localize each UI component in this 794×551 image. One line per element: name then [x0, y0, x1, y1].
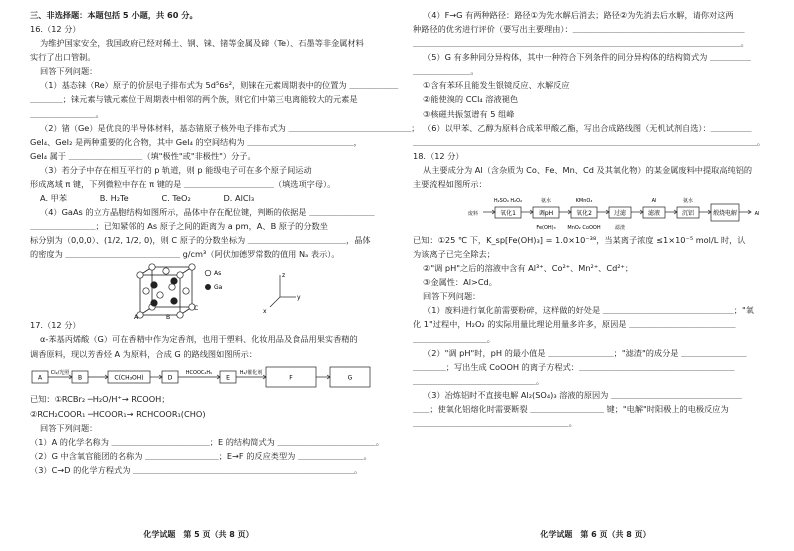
text-line: 的密度为 ＿＿＿＿＿＿＿＿＿＿＿＿＿＿ g/cm³（阿伏加德罗常数的值用 Nₐ 表示）。	[30, 249, 340, 260]
route-step4-reagent: HCOOC₂H₅	[185, 370, 213, 377]
footer-right: 化学试题 第 6 页（共 8 页）	[540, 530, 651, 540]
gaas-cell-svg	[30, 263, 380, 322]
text-line: 回答下列问题：	[423, 291, 481, 302]
text-line: （5）G 有多种同分异构体，其中一种符合下列条件的同分异构体的结构简式为 ＿＿＿＿＿	[423, 52, 751, 63]
text-line: α-苯基丙烯酸（G）可在香精中作为定香剂，也用于塑料、化妆用品及食品用果实香精的	[40, 334, 358, 345]
flow-residue2: MnO₂ CoOOH	[567, 225, 601, 232]
route-f-label: F	[289, 374, 293, 382]
text-line: ＿＿＿＿＿＿＿＿＿＿＿＿＿＿＿＿＿＿＿＿＿＿＿＿＿＿＿＿＿＿＿＿＿＿＿＿＿＿＿＿＿＿。	[413, 136, 766, 147]
flow-reagent4: Al	[651, 198, 657, 205]
text-line: 已知：①RCBr₂ ─H₂O/H⁺→ RCOOH；	[30, 394, 170, 405]
route-g-label: G	[347, 374, 353, 382]
text-line: 三、非选择题：本题包括 5 小题，共 60 分。	[30, 10, 198, 20]
text-line: A. 甲苯 B. H₂Te C. TeO₂ D. AlCl₃	[40, 193, 255, 204]
flow-reagent3: KMnO₄	[575, 198, 593, 205]
text-line: （2）"调 pH"时，pH 的最小值是 ＿＿＿＿＿＿＿＿；"滤渣"的成分是 ＿＿＿＿＿＿＿＿	[423, 347, 747, 358]
text-line: 种路径的优劣进行评价（要写出主要理由）：＿＿＿＿＿＿＿＿＿＿＿＿＿＿＿＿＿＿＿＿＿	[413, 24, 745, 35]
text-line: 化 1"过程中，H₂O₂ 的实际用量比理论用量多许多，原因是 ＿＿＿＿＿＿＿＿＿＿＿＿＿	[413, 319, 736, 330]
text-line: GeI₄、GeI₂ 是两种重要的化合物，其中 GeI₄ 的空间结构为 ＿＿＿＿＿＿＿＿＿＿＿＿＿，	[30, 136, 362, 147]
route-c-label: C(CH₃OH)	[114, 374, 144, 382]
text-line: ＿＿＿＿＿＿＿＿＿＿＿＿＿＿＿＿＿＿＿＿＿＿＿＿＿＿＿＿＿＿＿＿＿＿＿＿＿＿＿＿。	[413, 38, 749, 49]
route-b-label: B	[77, 374, 83, 382]
route-e-label: E	[226, 374, 230, 382]
text-line: ①含有苯环且能发生银镜反应、水解反应	[423, 80, 570, 91]
text-line: 16.（12 分）	[30, 24, 81, 35]
gaas-cell-figure	[30, 263, 381, 322]
text-line: 标分别为（0,0,0）、(1/2, 1/2, 0)，则 C 原子的分数坐标为 ＿＿＿＿＿＿＿＿＿＿＿＿，晶体	[30, 235, 371, 246]
text-line: 回答下列问题：	[40, 66, 98, 77]
q17-continued	[413, 10, 772, 191]
text-line: （3）C→D 的化学方程式为 ＿＿＿＿＿＿＿＿＿＿＿＿＿＿＿＿＿＿＿＿＿＿＿＿＿＿＿。	[30, 464, 363, 475]
text-line: 17.（12 分）	[30, 320, 81, 331]
flow-filtrate-label: 滤液	[647, 210, 661, 218]
flow-oxid1-label: 氧化1	[500, 210, 516, 218]
flow-oxid2-label: 氧化2	[576, 210, 592, 218]
legend-as: As	[214, 270, 222, 278]
axis-x: x	[263, 308, 267, 316]
flow-ph-label: 调pH	[538, 210, 554, 218]
text-line: 为维护国家安全，我国政府已经对稀土、钢、铼、锗等金属及碲（Te）、石墨等非金属材料	[40, 38, 364, 49]
text-line: （1）A 的化学名称为 ＿＿＿＿＿＿＿＿＿＿＿＿；E 的结构简式为 ＿＿＿＿＿＿＿＿＿＿＿＿。	[30, 436, 384, 447]
text-line: （6）以甲苯、乙醇为原料合成苯甲酸乙酯，写出合成路线图（无机试剂自选）：＿＿＿＿＿	[423, 122, 752, 133]
footer-left: 化学试题 第 5 页（共 8 页）	[143, 530, 254, 540]
route-a-label: A	[37, 374, 43, 382]
label-b: B	[166, 314, 171, 322]
text-line: 为该离子已完全除去；	[413, 249, 495, 260]
text-line: 主要流程如图所示：	[413, 178, 487, 189]
text-line: （1）基态铼（Re）原子的价层电子排布式为 5d⁵6s²，则铼在元素周期表中的位置为 ＿＿＿＿＿＿	[40, 80, 399, 91]
flow-reagent5: 氨水	[682, 198, 694, 205]
text-line: ＿＿＿＿＿＿＿＿＿＿＿＿＿＿＿＿＿＿＿。	[413, 418, 577, 429]
text-line: （3）若分子中存在相互平行的 p 轨道，则 p 能级电子可在多个原子间运动	[40, 164, 312, 175]
text-line: （4）F→G 有两种路径：路径①为先水解后消去；路径②为先消去后水解，请你对这两	[423, 10, 734, 20]
text-line: ②能使溴的 CCl₄ 溶液褪色	[423, 94, 519, 105]
text-line: ＿＿＿＿＿＿＿＿。	[30, 108, 104, 119]
text-line: 调香原料，现以芳香烃 A 为原料，合成 G 的路线图如图所示：	[30, 348, 258, 359]
text-line: 回答下列问题：	[40, 422, 98, 433]
text-line: ＿＿＿＿＿＿＿＿＿。	[413, 333, 495, 344]
text-line: 从主要成分为 Al（含杂质为 Co、Fe、Mn、Cd 及其氧化物）的某金属废料中提取高纯铝的	[423, 164, 753, 175]
flow-filter-label: 过滤	[613, 210, 627, 218]
process-flow-figure	[413, 193, 772, 233]
text-line: （2）G 中含氧官能团的名称为 ＿＿＿＿＿＿＿＿＿；E→F 的反应类型为 ＿＿＿＿＿＿＿＿。	[30, 450, 372, 461]
text-line: 形成离域 π 键，下列微粒中存在 π 键的是 ＿＿＿＿＿＿＿＿＿＿＿（填选项字母）。	[30, 178, 336, 189]
flow-reagent1: H₂SO₄ H₂O₂	[493, 198, 523, 205]
label-c: C	[194, 305, 199, 313]
text-line: ＿＿＿＿＿＿＿。	[413, 66, 479, 77]
text-line: ＿＿＿＿；写出生成 CoOOH 的离子方程式：＿＿＿＿＿＿＿＿＿＿＿＿＿＿＿＿＿＿＿	[413, 361, 735, 372]
text-line: （4）GaAs 的立方晶胞结构如图所示，晶体中存在配位键，判断的依据是 ＿＿＿＿＿＿＿＿	[40, 207, 375, 218]
process-flow-svg	[413, 193, 768, 233]
text-line: ＿＿；使氧化铝熔化时需要断裂 ＿＿＿＿＿＿＿＿＿ 键；"电解"时阳极上的电极反应为	[413, 403, 729, 414]
flow-precip-label: 沉铝	[681, 210, 695, 218]
text-line: ＿＿＿＿＿＿＿＿；已知紧邻的 As 原子之间的距离为 a pm，A、B 原子的分数坐	[30, 221, 328, 232]
text-line: GeI₄ 属于 ＿＿＿＿＿＿＿＿＿（填"极性"或"非极性"）分子。	[30, 150, 256, 161]
text-line: ②"调 pH"之后的溶液中含有 Al³⁺、Co²⁺、Mn²⁺、Cd²⁺；	[423, 263, 634, 274]
text-line: 已知：①25 ℃ 下，K_sp[Fe(OH)₃] = 1.0×10⁻³⁸，当某离子浓度 ≤1×10⁻⁵ mol/L 时，认	[413, 235, 746, 246]
legend-ga: Ga	[214, 284, 223, 292]
label-a: A	[134, 314, 139, 322]
flow-residue3: 滤渣	[614, 225, 626, 232]
text-line: （3）冶炼铝时不直接电解 Al₂(SO₄)₃ 溶液的原因为 ＿＿＿＿＿＿＿＿＿＿＿＿＿＿＿＿	[423, 389, 742, 400]
q18-questions	[413, 235, 772, 430]
q16-block	[30, 10, 420, 261]
axis-z: z	[282, 272, 286, 280]
route-d-label: D	[167, 374, 173, 382]
text-line: ＿＿＿＿＿＿＿＿＿＿＿＿＿＿＿。	[413, 375, 545, 386]
flow-product-label: Al	[754, 211, 760, 218]
text-line: ＿＿＿＿；铼元素与锇元素位于周期表中相邻的两个族，则它们中第三电离能较大的元素是	[30, 94, 358, 105]
text-line: （2）锗（Ge）是优良的半导体材料，基态锗原子核外电子排布式为 ＿＿＿＿＿＿＿＿＿＿＿＿＿＿＿；	[40, 122, 420, 133]
text-line: ③金属性：Al>Cd。	[423, 277, 497, 288]
text-line: ②RCH₂COOR₁ ─HCOOR₁→ RCHCOOR₁(CHO)	[30, 408, 206, 419]
flow-residue1: Fe(OH)₃	[536, 225, 556, 232]
text-line: ③核磁共振氢谱有 5 组峰	[423, 108, 515, 119]
route-step5-reagent: H₂/催化剂	[239, 370, 263, 377]
text-line: 实行了出口管制。	[30, 52, 96, 63]
synthesis-route-figure	[30, 363, 381, 391]
text-line: （1）废料进行氧化前需要粉碎，这样做的好处是 ＿＿＿＿＿＿＿＿＿＿＿＿＿＿＿＿；"氧	[423, 305, 754, 316]
axis-y: y	[297, 294, 301, 302]
q17-questions	[30, 394, 384, 476]
synthesis-route-svg	[30, 363, 380, 391]
q17-intro	[30, 320, 381, 360]
flow-calc-label: 煅烧电解	[712, 210, 738, 218]
flow-reagent2: 氨水	[540, 198, 552, 205]
route-step1-reagent: Cl₂/光照	[50, 370, 70, 377]
flow-waste-label: 废料	[467, 211, 479, 218]
page-right	[397, 0, 794, 551]
text-line: 18.（12 分）	[413, 150, 464, 161]
